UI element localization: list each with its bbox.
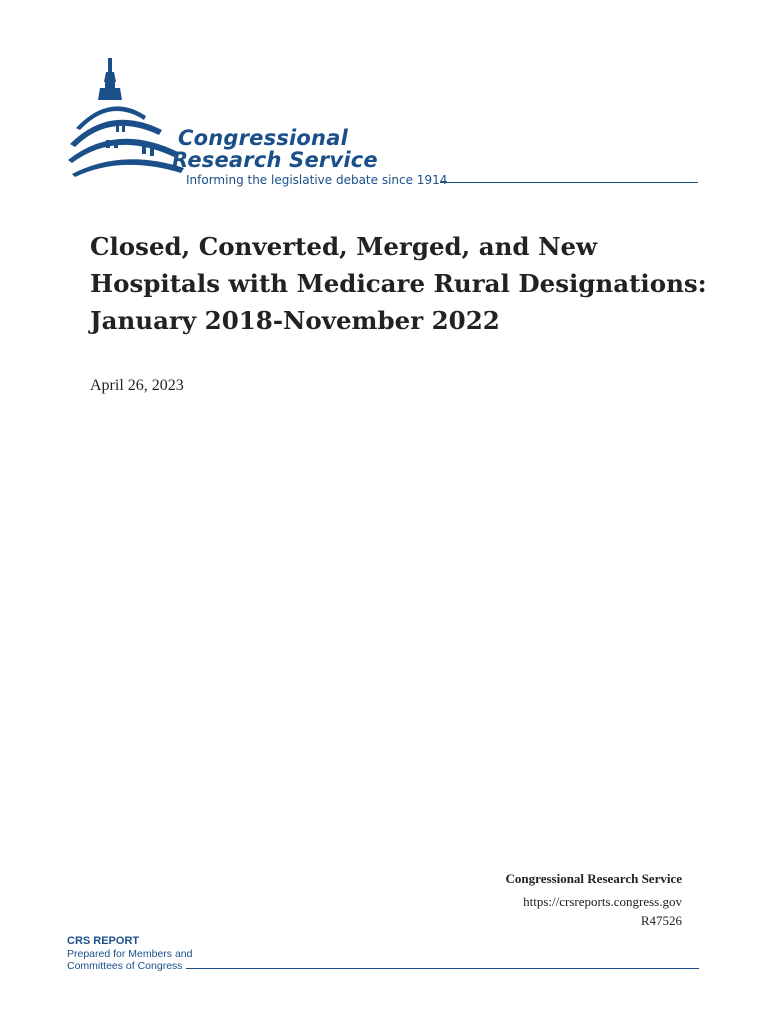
crs-logo — [66, 56, 706, 196]
report-number: R47526 — [640, 913, 682, 928]
brand-tagline: Informing the legislative debate since 1914 — [186, 173, 448, 187]
publisher-url[interactable]: https://crsreports.congress.gov — [523, 894, 682, 909]
footer-rule — [186, 968, 699, 969]
title-line: January 2018-November 2022 — [90, 306, 500, 335]
prepared-for-line1: Prepared for Members and — [67, 947, 193, 960]
report-label: CRS REPORT — [67, 935, 140, 947]
title-line: Hospitals with Medicare Rural Designations: — [90, 269, 707, 298]
brand-name-line1: Congressional — [178, 126, 348, 150]
title-line: Closed, Converted, Merged, and New — [90, 232, 598, 261]
publisher-name: Congressional Research Service — [505, 871, 682, 886]
prepared-for-line2: Committees of Congress — [67, 960, 183, 972]
capitol-dome-icon — [66, 56, 186, 191]
brand-name-line2: Research Service — [172, 148, 378, 172]
crs-report-label — [67, 935, 192, 973]
report-title — [90, 228, 710, 339]
publication-date: April 26, 2023 — [90, 377, 184, 394]
tagline-rule — [440, 182, 698, 183]
publisher-block — [506, 870, 682, 930]
